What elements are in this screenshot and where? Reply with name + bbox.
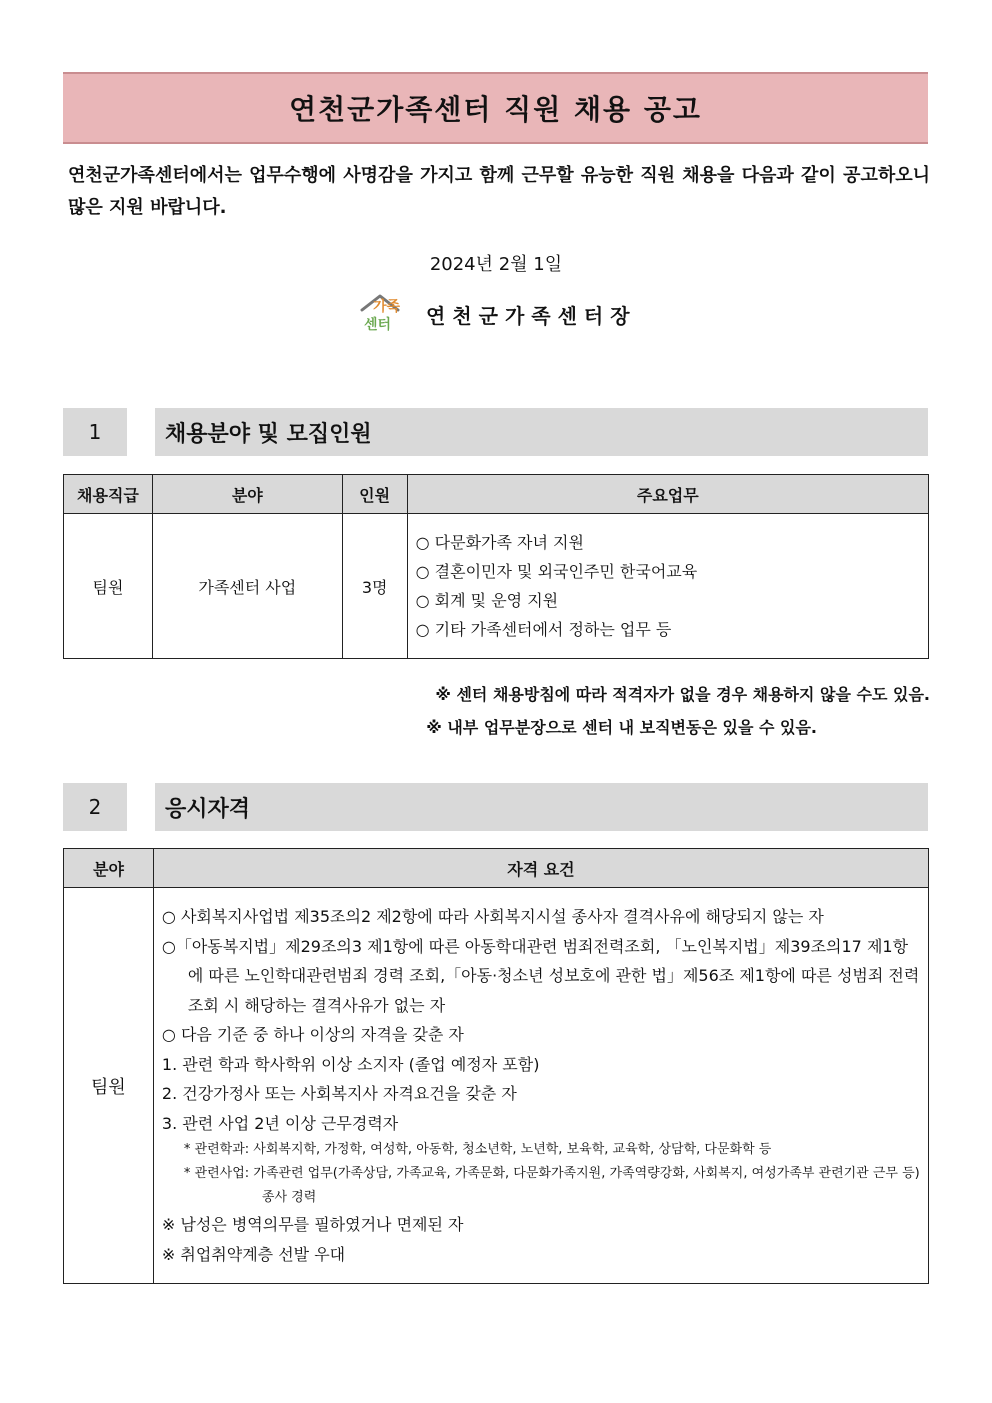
qualification-table — [63, 848, 929, 1284]
table-row — [64, 888, 929, 1284]
criteria-item: 2. 건강가정사 또는 사회복지사 자격요건을 갖춘 자 — [161, 1084, 517, 1103]
section2-number: 2 — [63, 783, 127, 831]
note-item: ※ 센터 채용방침에 따라 적격자가 없을 경우 채용하지 않을 수도 있음. — [435, 685, 930, 704]
recruitment-table — [63, 474, 929, 659]
requirement-item: ○ 다음 기준 중 하나 이상의 자격을 갖춘 자 — [161, 1025, 464, 1044]
cell-grade: 팀원 — [64, 514, 153, 659]
section2-title: 응시자격 — [155, 783, 928, 831]
duty-item: ○ 다문화가족 자녀 지원 — [415, 533, 584, 552]
note-item: ※ 내부 업무분장으로 센터 내 보직변동은 있을 수 있음. — [426, 718, 817, 737]
table-header-row — [64, 849, 929, 888]
center-logo — [356, 290, 404, 338]
section1-title: 채용분야 및 모집인원 — [155, 408, 928, 456]
signature — [356, 290, 637, 338]
header-duties: 주요업무 — [407, 475, 928, 514]
logo-text-bottom: 센터 — [364, 317, 392, 333]
header-field: 분야 — [152, 475, 342, 514]
criteria-item: 3. 관련 사업 2년 이상 근무경력자 — [161, 1113, 399, 1133]
requirement-item: ○ 사회복지사업법 제35조의2 제2항에 따라 사회복지시설 종사자 결격사유에 해당되지 않는 자 — [161, 907, 824, 926]
header-field: 분야 — [64, 849, 154, 888]
remark-item: ※ 취업취약계층 선발 우대 — [161, 1244, 346, 1264]
cell-count: 3명 — [342, 514, 407, 659]
header-count: 인원 — [342, 475, 407, 514]
intro-text: 연천군가족센터에서는 업무수행에 사명감을 가지고 함께 근무할 유능한 직원 채용을 다음과 같이 공고하오니 많은 지원 바랍니다. — [68, 165, 930, 218]
criteria-item: 1. 관련 학과 학사학위 이상 소지자 (졸업 예정자 포함) — [161, 1054, 540, 1074]
table-row — [64, 514, 929, 659]
requirement-item: ○「아동복지법」제29조의3 제1항에 따른 아동학대관련 범죄전력조회, 「노인복지법」제39조의17 제1항에 따른 노인학대관련범죄 경력 조회,「아동·청소년 성보호에 관한 법」제56조 제1항에 따른 성범죄 전력조회 시 해당하는 결격사유가 없는 자 — [161, 936, 920, 1015]
signer-name: 연천군가족센터장 — [426, 303, 637, 328]
announcement-date: 2024년 2월 1일 — [429, 254, 563, 275]
cell-field: 팀원 — [64, 888, 154, 1284]
header-grade: 채용직급 — [64, 475, 153, 514]
remark-item: ※ 남성은 병역의무를 필하였거나 면제된 자 — [161, 1215, 464, 1234]
section1-notes — [426, 678, 930, 744]
title-bar — [63, 72, 928, 144]
duty-item: ○ 결혼이민자 및 외국인주민 한국어교육 — [415, 562, 698, 581]
header-requirements: 자격 요건 — [153, 849, 928, 888]
page-title: 연천군가족센터 직원 채용 공고 — [289, 93, 702, 126]
related-biz-note: * 관련사업: 가족관련 업무(가족상담, 가족교육, 가족문화, 다문화가족지원, 가족역량강화, 사회복지, 여성가족부 관련기관 근무 등) 종사 경력 — [183, 1166, 920, 1205]
section1-number: 1 — [63, 408, 127, 456]
duty-item: ○ 기타 가족센터에서 정하는 업무 등 — [415, 620, 672, 639]
related-dept-note: * 관련학과: 사회복지학, 가정학, 여성학, 아동학, 청소년학, 노년학, 보육학, 교육학, 상담학, 다문화학 등 — [183, 1142, 772, 1157]
cell-field: 가족센터 사업 — [152, 514, 342, 659]
table-header-row — [64, 475, 929, 514]
cell-requirements — [153, 888, 928, 1284]
duty-item: ○ 회계 및 운영 지원 — [415, 591, 559, 610]
cell-duties — [407, 514, 928, 659]
logo-text-top: 가족 — [373, 299, 401, 315]
